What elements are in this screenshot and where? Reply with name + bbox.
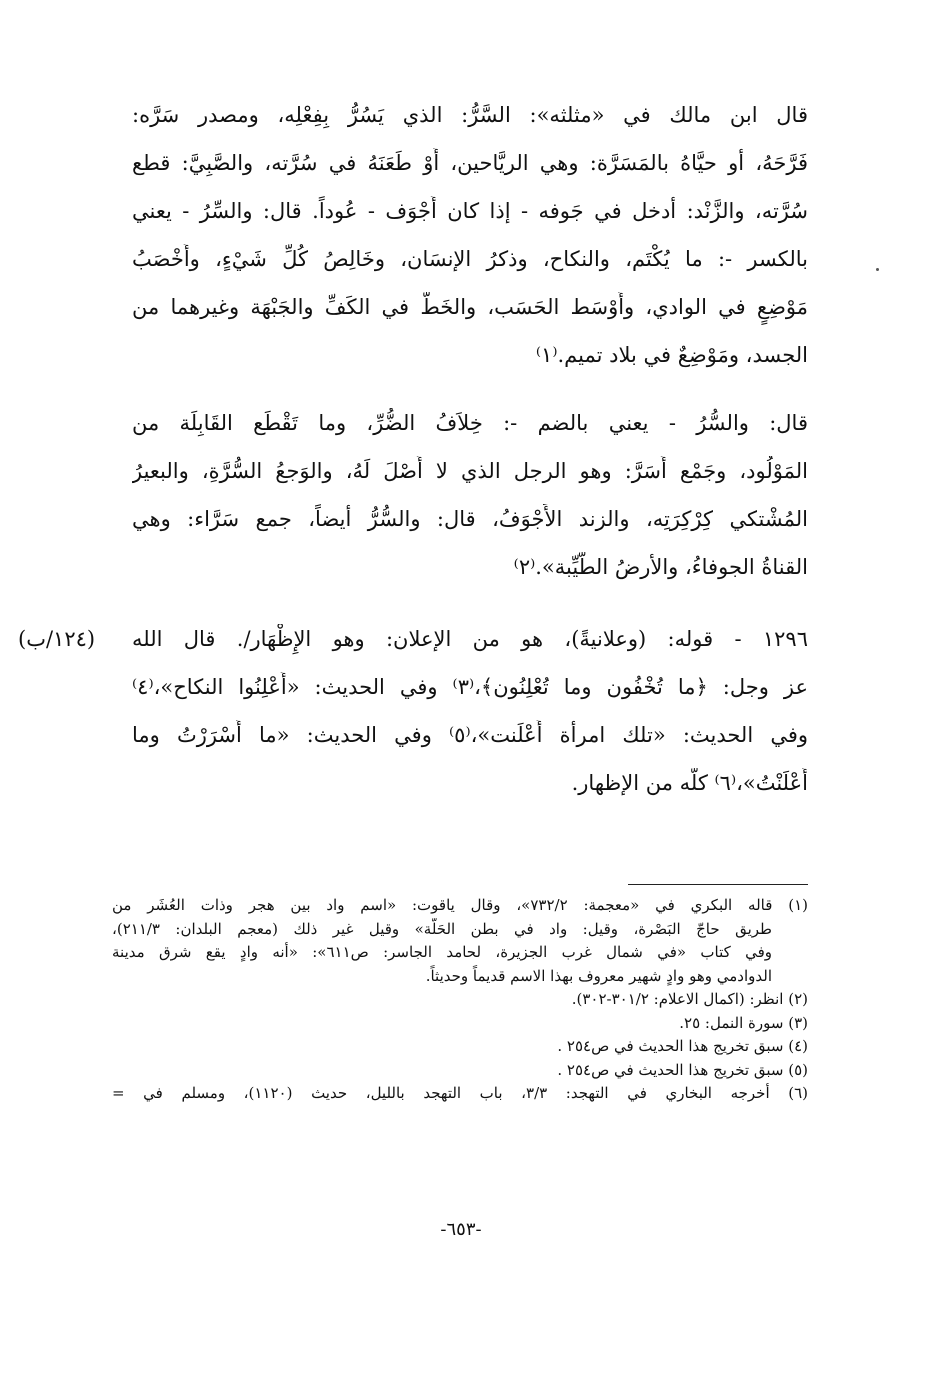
footnote-line: (٤) سبق تخريج هذا الحديث في ص٢٥٤ . [557,1037,808,1055]
text-line: فَرَّحَهُ، أو حيَّاهُ بالمَسَرَّة: وهي الريَّاحين، أَوْ طَعَنَهُ في سُرَّته، والصَّبِيَّ: قطع [132,151,808,175]
footnote-line: طريق حاجّ البَصْرة، وقيل: واد في بطن الحَلَّة» وقيل غير ذلك (معجم البلدان: ٢١١/٣)، [112,919,772,938]
paragraph-1 [132,100,808,388]
text-line: ١٢٩٦ - قوله: (وعلانيةً)، هو من الإعلان: وهو الإِظْهَار/. قال الله [132,627,808,651]
text-line: الجسد، ومَوْضِعٌ في بلاد تميم.⁽١⁾ [535,343,808,367]
text-line: عز وجل: ﴿ما تُخْفُون وما تُعْلِنُون﴾،⁽٣⁾ وفي الحديث: «أَعْلِنُوا النكاح»،⁽٤⁾ [132,675,808,699]
footnote-line: (١) قاله البكري في «معجمة: ٧٣٢/٢»، وقال ياقوت: «اسم واد بين هجر وذات العُشَر من [112,896,808,914]
footnote-line: (٦) أخرجه البخاري في التهجد: ٣/٣، باب التهجد بالليل، حديث (١١٢٠)، ومسلم في = [112,1084,808,1102]
text-line: مَوْضِعٍ في الوادي، وأَوْسَط الحَسَب، والخَطُّ في الكَفِّ والجَبْهَة وغيرهما من [132,295,808,319]
footnote-separator [628,884,808,885]
text-line: قال: والسُّرُ - يعني بالضم -: خِلاَفُ الضُّرِّ، وما تَقْطَع القَابِلَة من [132,411,808,435]
text-line: المُشْتكي كِرْكِرَتِه، والزند الأَجْوَفُ، قال: والسُّرُّ أيضاً، جمع سَرَّاء: وهي [132,507,808,531]
footnote-line: وفي كتاب «في شمال غرب الجزيرة، لحامد الجاسر: ص٦١١»: «أنه وادٍ يقع شرق مدينة [112,943,772,961]
text-line: المَوْلُود، وجَمْع أَسَرَّ: وهو الرجل الذي لا أَصْلَ لَهُ، والوَجعُ السُّرَّةِ، والبعيرُ [132,459,808,483]
text-line: أَعْلَنْتُ»،⁽٦⁾ كلُّه من الإظهار. [571,771,808,795]
margin-dot [876,268,879,271]
text-line: قال ابن مالك في «مثلثه»: السَّرُّ: الذي يَسُرُّ بِفِعْلِه، ومصدر سَرَّه: [132,103,808,127]
margin-folio-reference: (١٢٤/ب) [18,627,96,651]
text-line: سُرَّته، والزَّنْد: أدخل في جَوفه - إذا كان أَجْوَف - عُوداً. قال: والسِّرُ - يعني [132,199,808,223]
page-number: -٦٥٣- [440,1219,482,1240]
paragraph-3 [132,624,808,816]
footnote-line: (٣) سورة النمل: ٢٥. [679,1013,808,1032]
text-line: القناةُ الجوفاءُ، والأرضُ الطَّيِّبة».⁽٢⁾ [513,555,808,579]
footnotes [112,894,808,1106]
footnote-line: (٢) انظر: (اكمال الاعلام: ٣٠١/٢-٣٠٢). [571,990,808,1008]
text-line: وفي الحديث: «تلك امرأة أَعْلَنت»،⁽٥⁾ وفي الحديث: «ما أَسْرَرْتُ وما [132,723,808,747]
footnote-line: (٥) سبق تخريج هذا الحديث في ص٢٥٤ . [557,1060,808,1079]
text-line: بالكسر -: ما يُكْتَم، والنكاح، وذكرُ الإنسَان، وخَالِصُ كُلِّ شَيْءٍ، وأَخْصَبُ [132,247,808,271]
footnote-line: الدوادمي وهو وادٍ شهير معروف بهذا الاسم قديماً وحديثاً. [425,966,772,985]
paragraph-2 [132,408,808,600]
